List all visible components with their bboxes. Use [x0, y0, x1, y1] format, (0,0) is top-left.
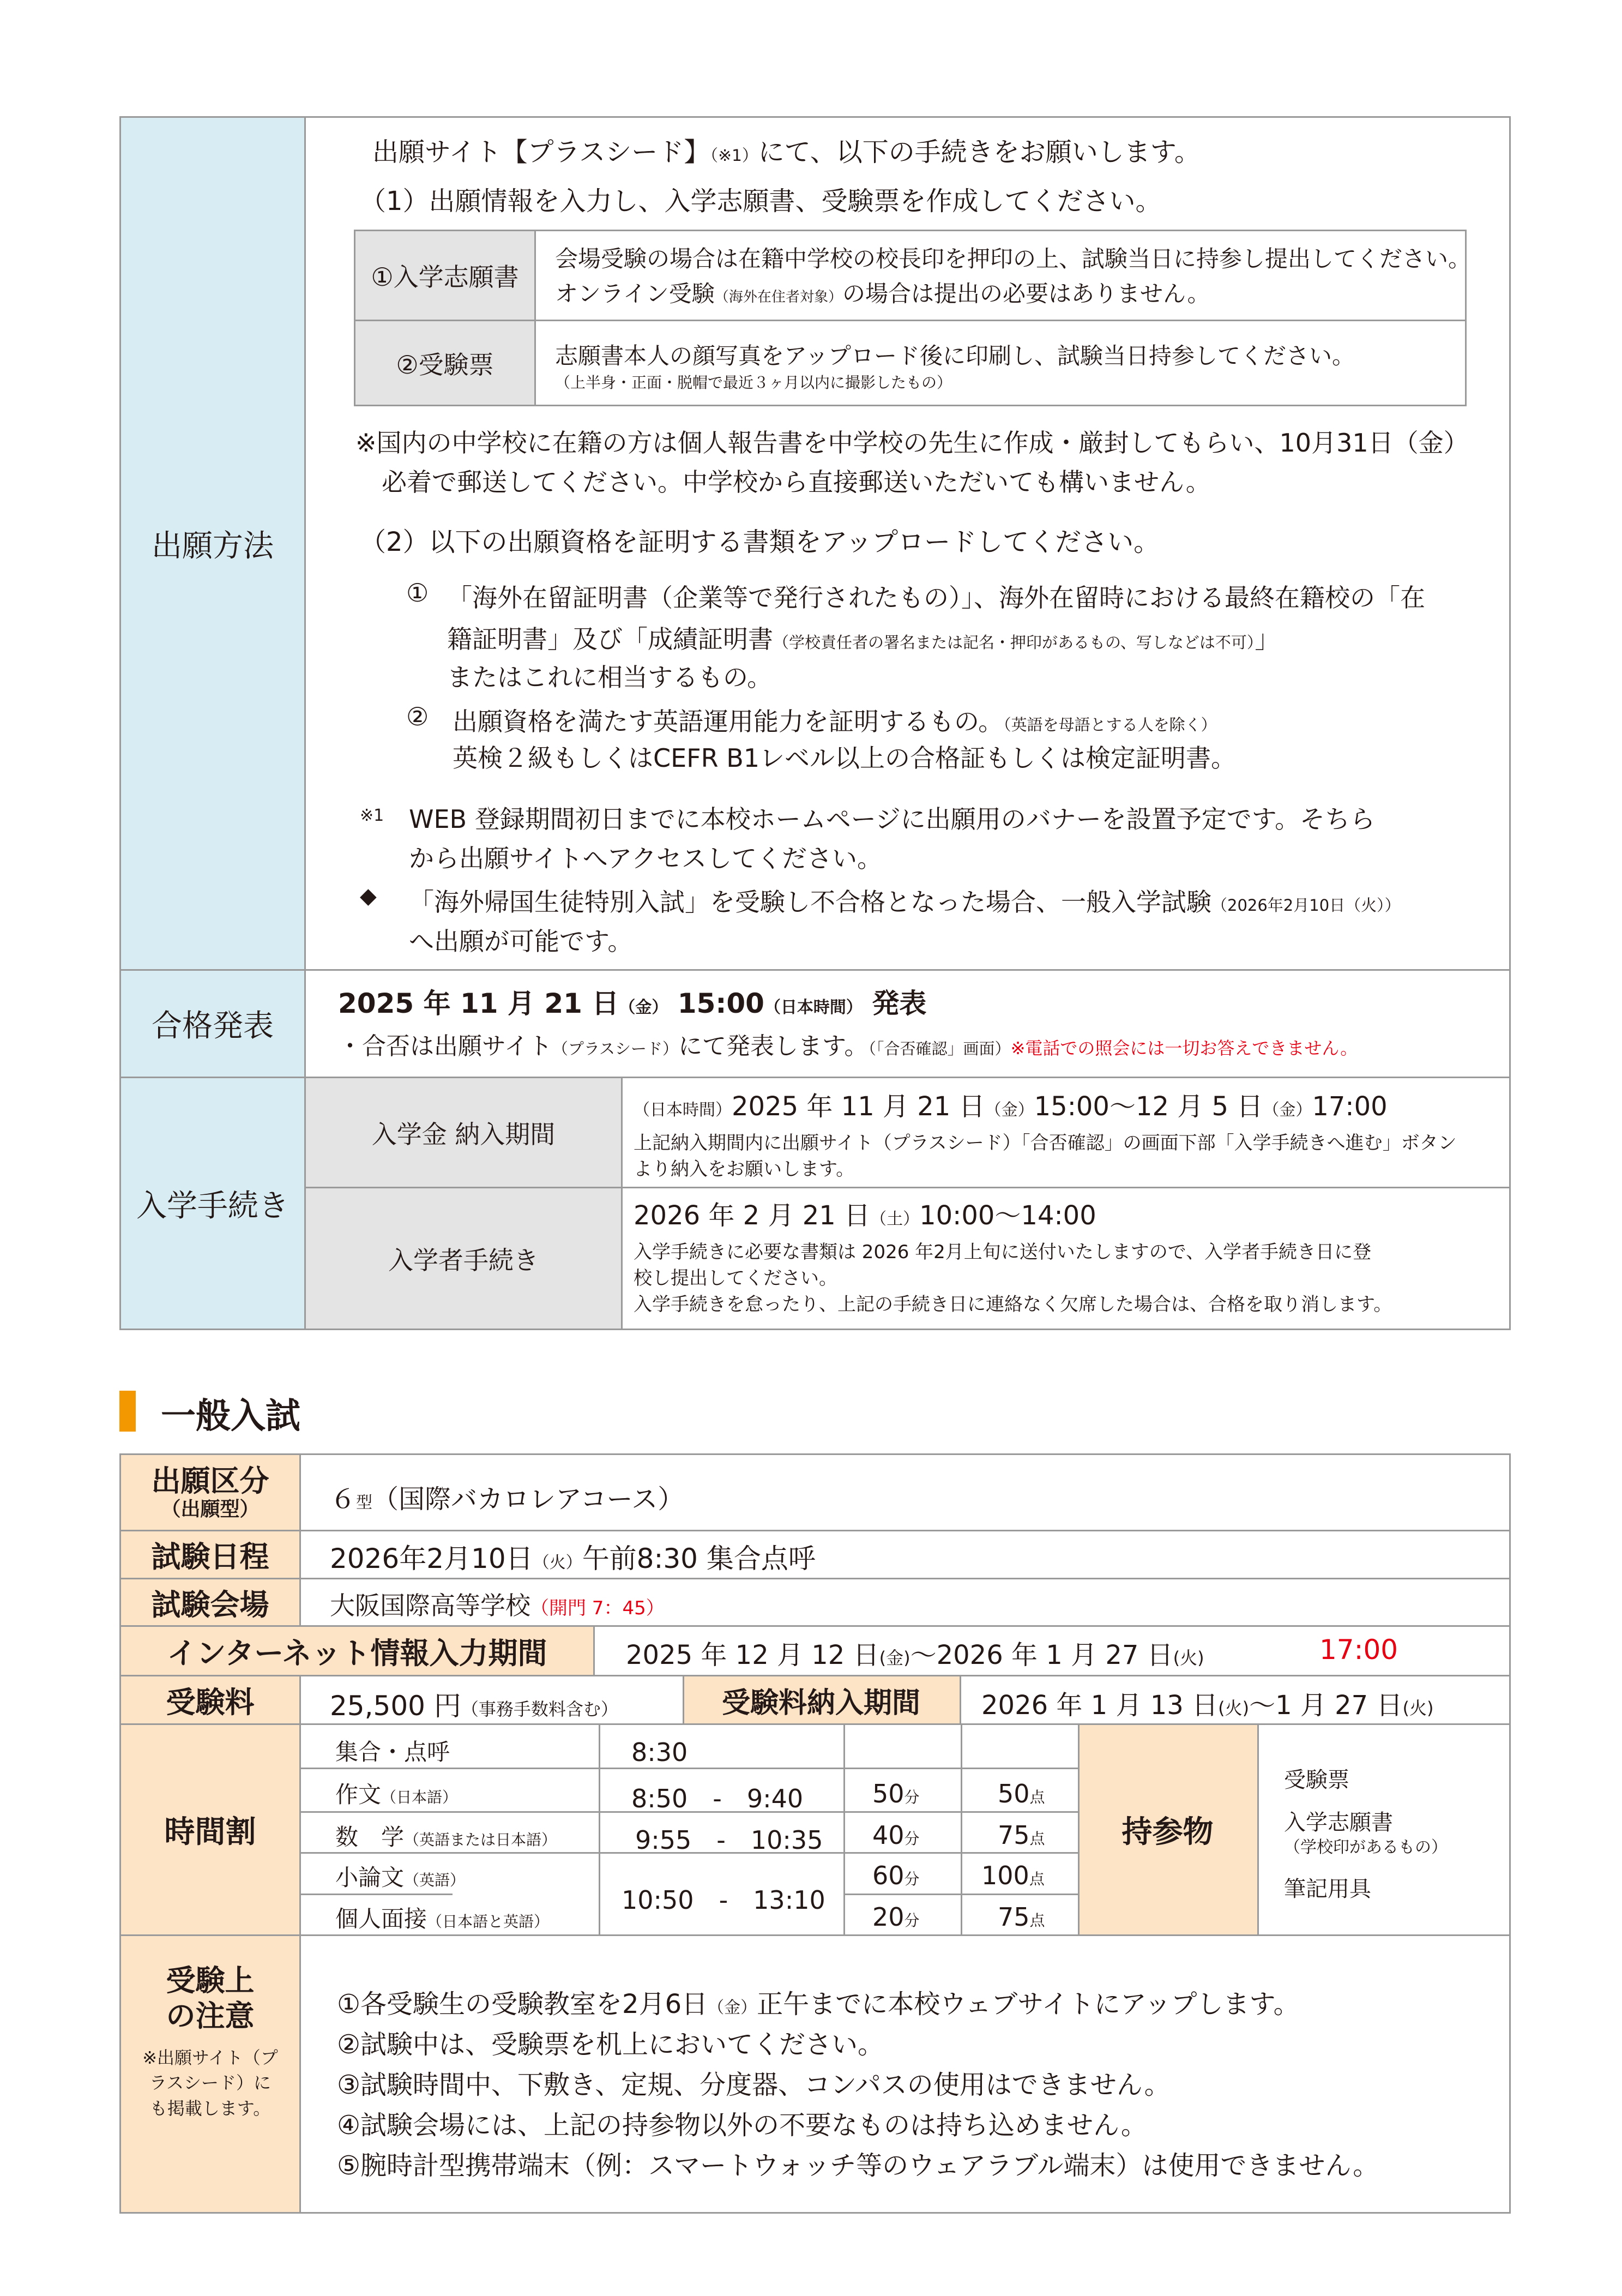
venue-value: 大阪国際高等学校（開門 7：45）: [330, 1591, 665, 1620]
internet-label: インターネット情報入力期間: [167, 1636, 547, 1670]
timetable-time-1: 8:50 - 9:40: [631, 1784, 804, 1813]
enroll-fee-desc-2: より納入をお願いします。: [634, 1158, 855, 1180]
note-domestic-1: ※国内の中学校に在籍の方は個人報告書を中学校の先生に作成・厳封してもらい、10月31日（金）: [355, 428, 1469, 458]
category-value: ６型（国際バカロレアコース）: [330, 1484, 684, 1514]
timetable-points-4: 75点: [998, 1902, 1045, 1932]
exam-note-1: ①各受験生の受験教室を2月6日（金）正午までに本校ウェブサイトにアップします。: [337, 1989, 1300, 2019]
timetable-merged-time: 10:50 - 13:10: [622, 1885, 825, 1915]
doc-desc-ticket-2: （上半身・正面・脱帽で最近３ヶ月以内に撮影したもの）: [555, 374, 952, 392]
bring-item-application: 入学志願書: [1284, 1810, 1393, 1835]
note2-mark: ◆: [360, 883, 377, 909]
timetable-time-0: 8:30: [631, 1738, 688, 1767]
exam-note-3: ③試験時間中、下敷き、定規、分度器、コンパスの使用はできません。: [337, 2070, 1171, 2100]
timetable-subject-0: 集合・点呼: [335, 1739, 450, 1765]
bring-item-ticket: 受験票: [1284, 1768, 1349, 1793]
enroll-proc-desc-3: 入学手続きを怠ったり、上記の手続き日に連絡なく欠席した場合は、合格を取り消します。: [634, 1294, 1392, 1315]
timetable-label: 時間割: [164, 1814, 256, 1850]
note1-line1: WEB 登録期間初日までに本校ホームページに出願用のバナーを設置予定です。そちら: [409, 804, 1376, 834]
timetable-time-2: 9:55 - 10:35: [635, 1825, 823, 1855]
venue-label: 試験会場: [151, 1587, 269, 1622]
note-domestic-2: 必着で郵送してください。中学校から直接郵送いただいても構いません。: [382, 467, 1211, 497]
doc-desc-application-2: オンライン受験（海外在住者対象）の場合は提出の必要はありません。: [555, 280, 1210, 307]
timetable-minutes-3: 60分: [872, 1861, 920, 1890]
req1-num: ①: [406, 578, 429, 608]
timetable-minutes-4: 20分: [872, 1902, 920, 1932]
req1-line1: 「海外在留証明書（企業等で発行されたもの）」、海外在留時における最終在籍校の「在: [447, 583, 1425, 612]
req2-line2: 英検２級もしくはCEFR B1レベル以上の合格証もしくは検定証明書。: [453, 743, 1237, 773]
timetable-subject-3: 小論文（英語）: [335, 1864, 466, 1891]
category-label: 出願区分 （出願型）: [151, 1463, 269, 1520]
date-label: 試験日程: [151, 1540, 269, 1574]
internet-value: 2025 年 12 月 12 日(金)〜2026 年 1 月 27 日(火): [626, 1640, 1204, 1670]
fee-label: 受験料: [166, 1685, 255, 1720]
enroll-proc-desc-1: 入学手続きに必要な書類は 2026 年2月上旬に送付いたしますので、入学者手続き日に登: [634, 1241, 1372, 1263]
note2-line1: 「海外帰国生徒特別入試」を受験し不合格となった場合、一般入学試験（2026年2月10日（火））: [409, 887, 1401, 917]
result-note: ・合否は出願サイト（プラスシード）にて発表します。（「合否確認」画面）※電話での照会には一切お答えできません。: [338, 1032, 1358, 1060]
date-value: 2026年2月10日（火）午前8:30 集合点呼: [330, 1543, 816, 1574]
fee-value: 25,500 円（事務手数料含む）: [330, 1690, 618, 1722]
apply-intro: 出願サイト【プラスシード】（※1）にて、以下の手続きをお願いします。: [372, 137, 1201, 167]
doc-desc-ticket-1: 志願書本人の顔写真をアップロード後に印刷し、試験当日持参してください。: [555, 342, 1355, 369]
notes-label: 受験上 の注意: [166, 1963, 255, 2033]
bring-item-writing: 筆記用具: [1284, 1877, 1371, 1902]
timetable-subject-4: 個人面接（日本語と英語）: [335, 1906, 550, 1932]
bring-item-application-note: （学校印があるもの）: [1284, 1838, 1448, 1857]
timetable-minutes-1: 50分: [872, 1779, 920, 1808]
note1-line2: から出願サイトへアクセスしてください。: [409, 844, 883, 873]
timetable-points-1: 50点: [998, 1779, 1045, 1808]
note2-line2: へ出願が可能です。: [409, 927, 633, 956]
apply-step2: （2）以下の出願資格を証明する書類をアップロードしてください。: [360, 527, 1160, 557]
enroll-proc-desc-2: 校し提出してください。: [634, 1267, 837, 1289]
req1-line3: またはこれに相当するもの。: [447, 663, 773, 692]
internet-deadline-time: 17:00: [1319, 1634, 1398, 1666]
req2-line1: 出願資格を満たす英語運用能力を証明するもの。（英語を母語とする人を除く）: [453, 707, 1217, 736]
note1-mark: ※1: [360, 806, 384, 825]
timetable-subject-2: 数 学（英語または日本語）: [335, 1824, 557, 1850]
apply-method-header: 出願方法: [152, 528, 274, 564]
exam-note-5: ⑤腕時計型携帯端末（例：スマートウォッチ等のウェアラブル端末）は使用できません。: [337, 2150, 1379, 2181]
fee-period-label: 受験料納入期間: [721, 1686, 920, 1720]
doc-name-ticket: ②受験票: [396, 350, 494, 380]
section-title: 一般入試: [161, 1396, 300, 1436]
req1-line2: 籍証明書」及び「成績証明書（学校責任者の署名または記名・押印があるもの、写しなどは不可）」: [447, 624, 1280, 654]
enroll-fee-desc-1: 上記納入期間内に出願サイト（プラスシード）「合否確認」の画面下部「入学手続きへ進む」ボタン: [634, 1132, 1457, 1154]
timetable-points-2: 75点: [998, 1820, 1045, 1850]
enroll-fee-period: （日本時間）2025 年 11 月 21 日（金）15:00〜12 月 5 日（金）17:00: [634, 1091, 1388, 1122]
exam-note-4: ④試験会場には、上記の持参物以外の不要なものは持ち込めません。: [337, 2110, 1147, 2141]
enroll-header: 入学手続き: [136, 1188, 289, 1224]
enroll-fee-label: 入学金 納入期間: [371, 1119, 556, 1149]
result-header: 合格発表: [152, 1008, 274, 1044]
apply-step1: （1）出願情報を入力し、入学志願書、受験票を作成してください。: [360, 186, 1162, 217]
doc-name-application: ①入学志願書: [371, 262, 519, 292]
section-accent-bar: [119, 1391, 136, 1432]
enroll-proc-date: 2026 年 2 月 21 日（土）10:00〜14:00: [634, 1200, 1096, 1231]
doc-desc-application-1: 会場受験の場合は在籍中学校の校長印を押印の上、試験当日に持参し提出してください。: [555, 245, 1472, 272]
timetable-subject-1: 作文（日本語）: [335, 1781, 458, 1808]
fee-period-value: 2026 年 1 月 13 日(火)〜1 月 27 日(火): [981, 1690, 1434, 1721]
timetable-points-3: 100点: [981, 1861, 1045, 1890]
exam-note-2: ②試験中は、受験票を机上においてください。: [337, 2029, 884, 2060]
notes-sub: ※出願サイト（プ ラスシード）に も掲載します。: [142, 2047, 278, 2119]
enroll-proc-label: 入学者手続き: [388, 1245, 539, 1275]
bring-label: 持参物: [1121, 1814, 1214, 1850]
req2-num: ②: [406, 702, 429, 731]
timetable-minutes-2: 40分: [872, 1820, 920, 1850]
result-date: 2025 年 11 月 21 日（金） 15:00（日本時間） 発表: [338, 988, 927, 1019]
